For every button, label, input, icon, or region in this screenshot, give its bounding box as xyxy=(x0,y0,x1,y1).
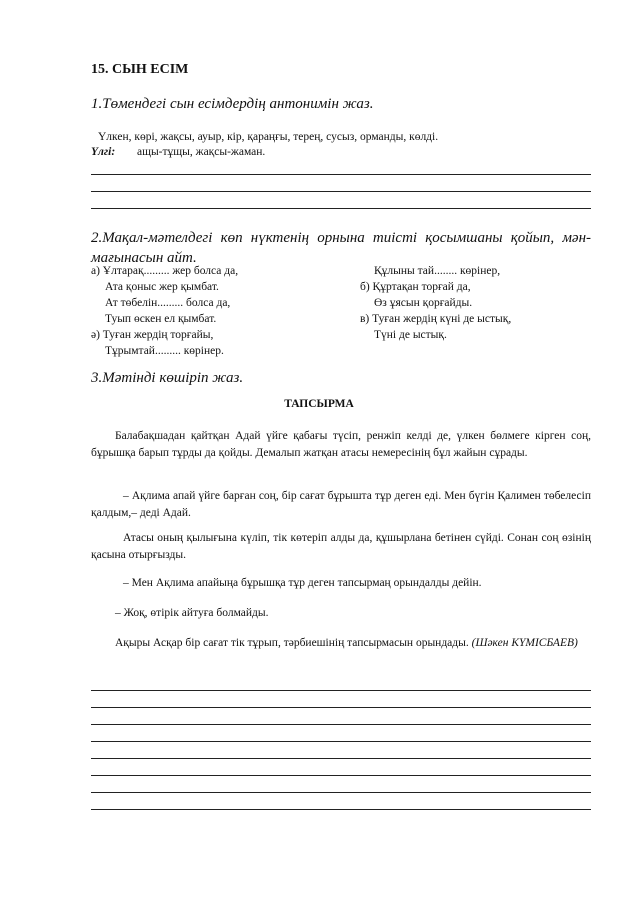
task3-title: 3.Мәтінді көшіріп жаз. xyxy=(91,370,244,386)
story-paragraph: – Ақлима апай үйге барған соң, бір сағат бұрышта тұр деген еді. Мен бүгін Қалимен төбелесіп қалдым,– деді Адай. xyxy=(91,490,591,519)
proverb-right-line: б) Құртақан торғай да, xyxy=(360,281,471,293)
proverb-left-line: ә) Туған жердің торғайы, xyxy=(91,329,214,341)
proverb-left-line: а) Ұлтарақ......... жер болса да, xyxy=(91,265,239,277)
answer-line xyxy=(91,174,591,175)
story-paragraph: Атасы оның қылығына күліп, тік көтеріп алды да, құшырлана бетінен сүйді. Сонан соң өзінің қасына отырғызды. xyxy=(91,532,591,561)
answer-line xyxy=(91,191,591,192)
task2-title-line1: 2.Мақал-мәтелдегі көп нүктенің орнына тиісті қосымшаны қойып, мән- xyxy=(91,230,591,246)
answer-line xyxy=(91,809,591,810)
task1-title: 1.Төмендегі сын есімдердің антонимін жаз. xyxy=(91,96,374,112)
proverb-right-line: Түні де ыстық. xyxy=(374,329,447,341)
answer-line xyxy=(91,741,591,742)
story-paragraph-text: Ақыры Асқар бір сағат тік тұрып, тәрбиешінің тапсырмасын орындады. xyxy=(115,637,469,649)
answer-line xyxy=(91,775,591,776)
story-paragraph: – Жоқ, өтірік айтуға болмайды. xyxy=(115,607,269,619)
proverb-left-line: Ат төбелін......... болса да, xyxy=(105,297,231,309)
answer-line xyxy=(91,208,591,209)
story-signature: (Шәкен КҮМІСБАЕВ) xyxy=(471,637,578,649)
proverb-right-line: Құлыны тай........ көрінер, xyxy=(374,265,501,277)
task1-words: Үлкен, көрі, жақсы, ауыр, кір, қараңғы, терең, сусыз, орманды, көлді. xyxy=(98,131,439,143)
answer-line xyxy=(91,758,591,759)
proverb-right-line: Өз ұясын қорғайды. xyxy=(374,297,473,309)
answer-line xyxy=(91,690,591,691)
story-paragraph: – Мен Ақлима апайыңа бұрышқа тұр деген тапсырмаң орындалды дейін. xyxy=(123,577,482,589)
proverb-left-line: Ата қоныс жер қымбат. xyxy=(105,281,219,293)
answer-line xyxy=(91,707,591,708)
proverb-left-line: Туып өскен ел қымбат. xyxy=(105,313,217,325)
story-paragraph: Балабақшадан қайтқан Адай үйге қабағы түсіп, ренжіп келді де, үлкен бөлмеге кірген соң, бұрышқа барып тұрды да қойды. Демалып жатқан атасы немересінің бұл жайын сұрады. xyxy=(91,430,591,459)
page-heading: 15. СЫН ЕСІМ xyxy=(91,62,189,77)
task1-example-text: ащы-тұщы, жақсы-жаман. xyxy=(137,146,266,158)
answer-line xyxy=(91,724,591,725)
story-title: ТАПСЫРМА xyxy=(284,398,354,410)
answer-line xyxy=(91,792,591,793)
proverb-right-line: в) Туған жердің күні де ыстық, xyxy=(360,313,512,325)
task2-title-line2: мағынасын айт. xyxy=(91,250,197,266)
story-paragraph-final xyxy=(91,635,591,652)
task1-example-label: Үлгі: xyxy=(91,146,116,158)
proverb-left-line: Тұрымтай......... көрінер. xyxy=(105,345,224,357)
